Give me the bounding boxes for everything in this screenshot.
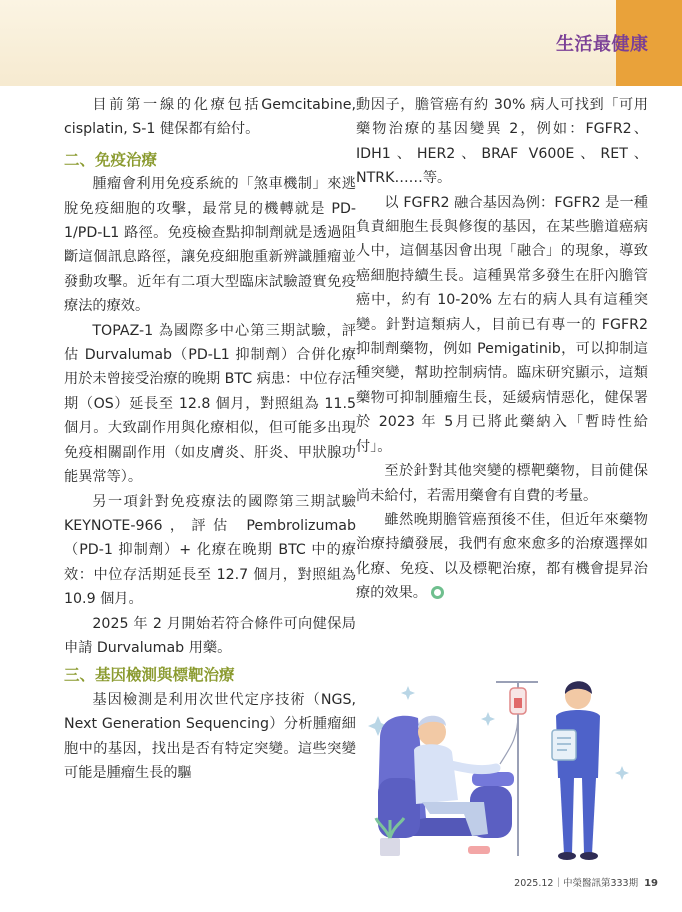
paragraph: 以 FGFR2 融合基因為例：FGFR2 是一種負責細胞生長與修復的基因，在某些膽道癌病人中，這個基因會出現「融合」的現象，導致癌細胞持續生長。這種異常多發生在肝內膽管癌中，約有 10-20% 左右的病人具有這種突變。針對這類病人，目前已有專一的 FGFR2 抑制劑藥物，例如 Pemigatinib，可以抑制這種突變，幫助控制病情。臨床研究顯示，這類藥物可抑制腫瘤生長，延緩病情惡化，健保署於 2023 年 5月已將此藥納入「暫時性給付」。 bbox=[356, 194, 648, 455]
issue-label: 2025.12｜中榮醫訊第333期 bbox=[514, 878, 639, 889]
page-number: 19 bbox=[644, 878, 658, 889]
paragraph: 2025 年 2 月開始若符合條件可向健保局申請 Durvalumab 用藥。 bbox=[64, 615, 356, 656]
paragraph: 動因子，膽管癌有約 30% 病人可找到「可用藥物治療的基因變異 2，例如：FGFR2、IDH1、HER2、BRAF V600E、RET、NTRK……等。 bbox=[356, 97, 648, 187]
paragraph: 另一項針對免疫療法的國際第三期試驗 KEYNOTE-966，評估 Pembrolizumab（PD-1 抑制劑）+ 化療在晚期 BTC 中的療效：中位存活期延長至 12.7 個月，對照組為 10.9 個月。 bbox=[64, 493, 356, 608]
section-heading-immunotherapy: 二、免疫治療 bbox=[64, 150, 158, 169]
right-column bbox=[356, 93, 648, 606]
patient-infusion-illustration bbox=[360, 668, 640, 864]
paragraph: 目前第一線的化療包括Gemcitabine, cisplatin, S-1 健保都有給付。 bbox=[64, 97, 356, 138]
paragraph-text: 雖然晚期膽管癌預後不佳，但近年來藥物治療持續發展，我們有愈來愈多的治療選擇如化療、免疫、以及標靶治療，都有機會提昇治療的效果。 bbox=[356, 511, 648, 602]
section-tag: 生活最健康 bbox=[556, 34, 649, 55]
end-mark-icon bbox=[431, 586, 444, 599]
paragraph: 腫瘤會利用免疫系統的「煞車機制」來逃脫免疫細胞的攻擊，最常見的機轉就是 PD-1/PD-L1 路徑。免疫檢查點抑制劑就是透過阻斷這個訊息路徑，讓免疫細胞重新辨識腫瘤並發動攻擊。近年有二項大型臨床試驗證實免疫療法的療效。 bbox=[64, 176, 356, 315]
paragraph: TOPAZ-1 為國際多中心第三期試驗，評估 Durvalumab（PD-L1 抑制劑）合併化療用於未曾接受治療的晚期 BTC 病患：中位存活期（OS）延長至 12.8 個月，對照組為 11.5 個月。大致副作用與化療相似，但可能多出現免疫相關副作用（如皮膚炎、肝炎、甲狀腺功能異常等）。 bbox=[64, 322, 356, 486]
paragraph: 基因檢測是利用次世代定序技術（NGS, Next Generation Sequencing）分析腫瘤細胞中的基因，找出是否有特定突變。這些突變可能是腫瘤生長的驅 bbox=[64, 691, 356, 781]
page-footer bbox=[514, 875, 658, 889]
paragraph: 至於針對其他突變的標靶藥物，目前健保尚未給付，若需用藥會有自費的考量。 bbox=[356, 463, 648, 504]
section-heading-gene-testing: 三、基因檢測與標靶治療 bbox=[64, 666, 235, 685]
left-column bbox=[64, 93, 356, 785]
paragraph-final bbox=[356, 508, 648, 606]
